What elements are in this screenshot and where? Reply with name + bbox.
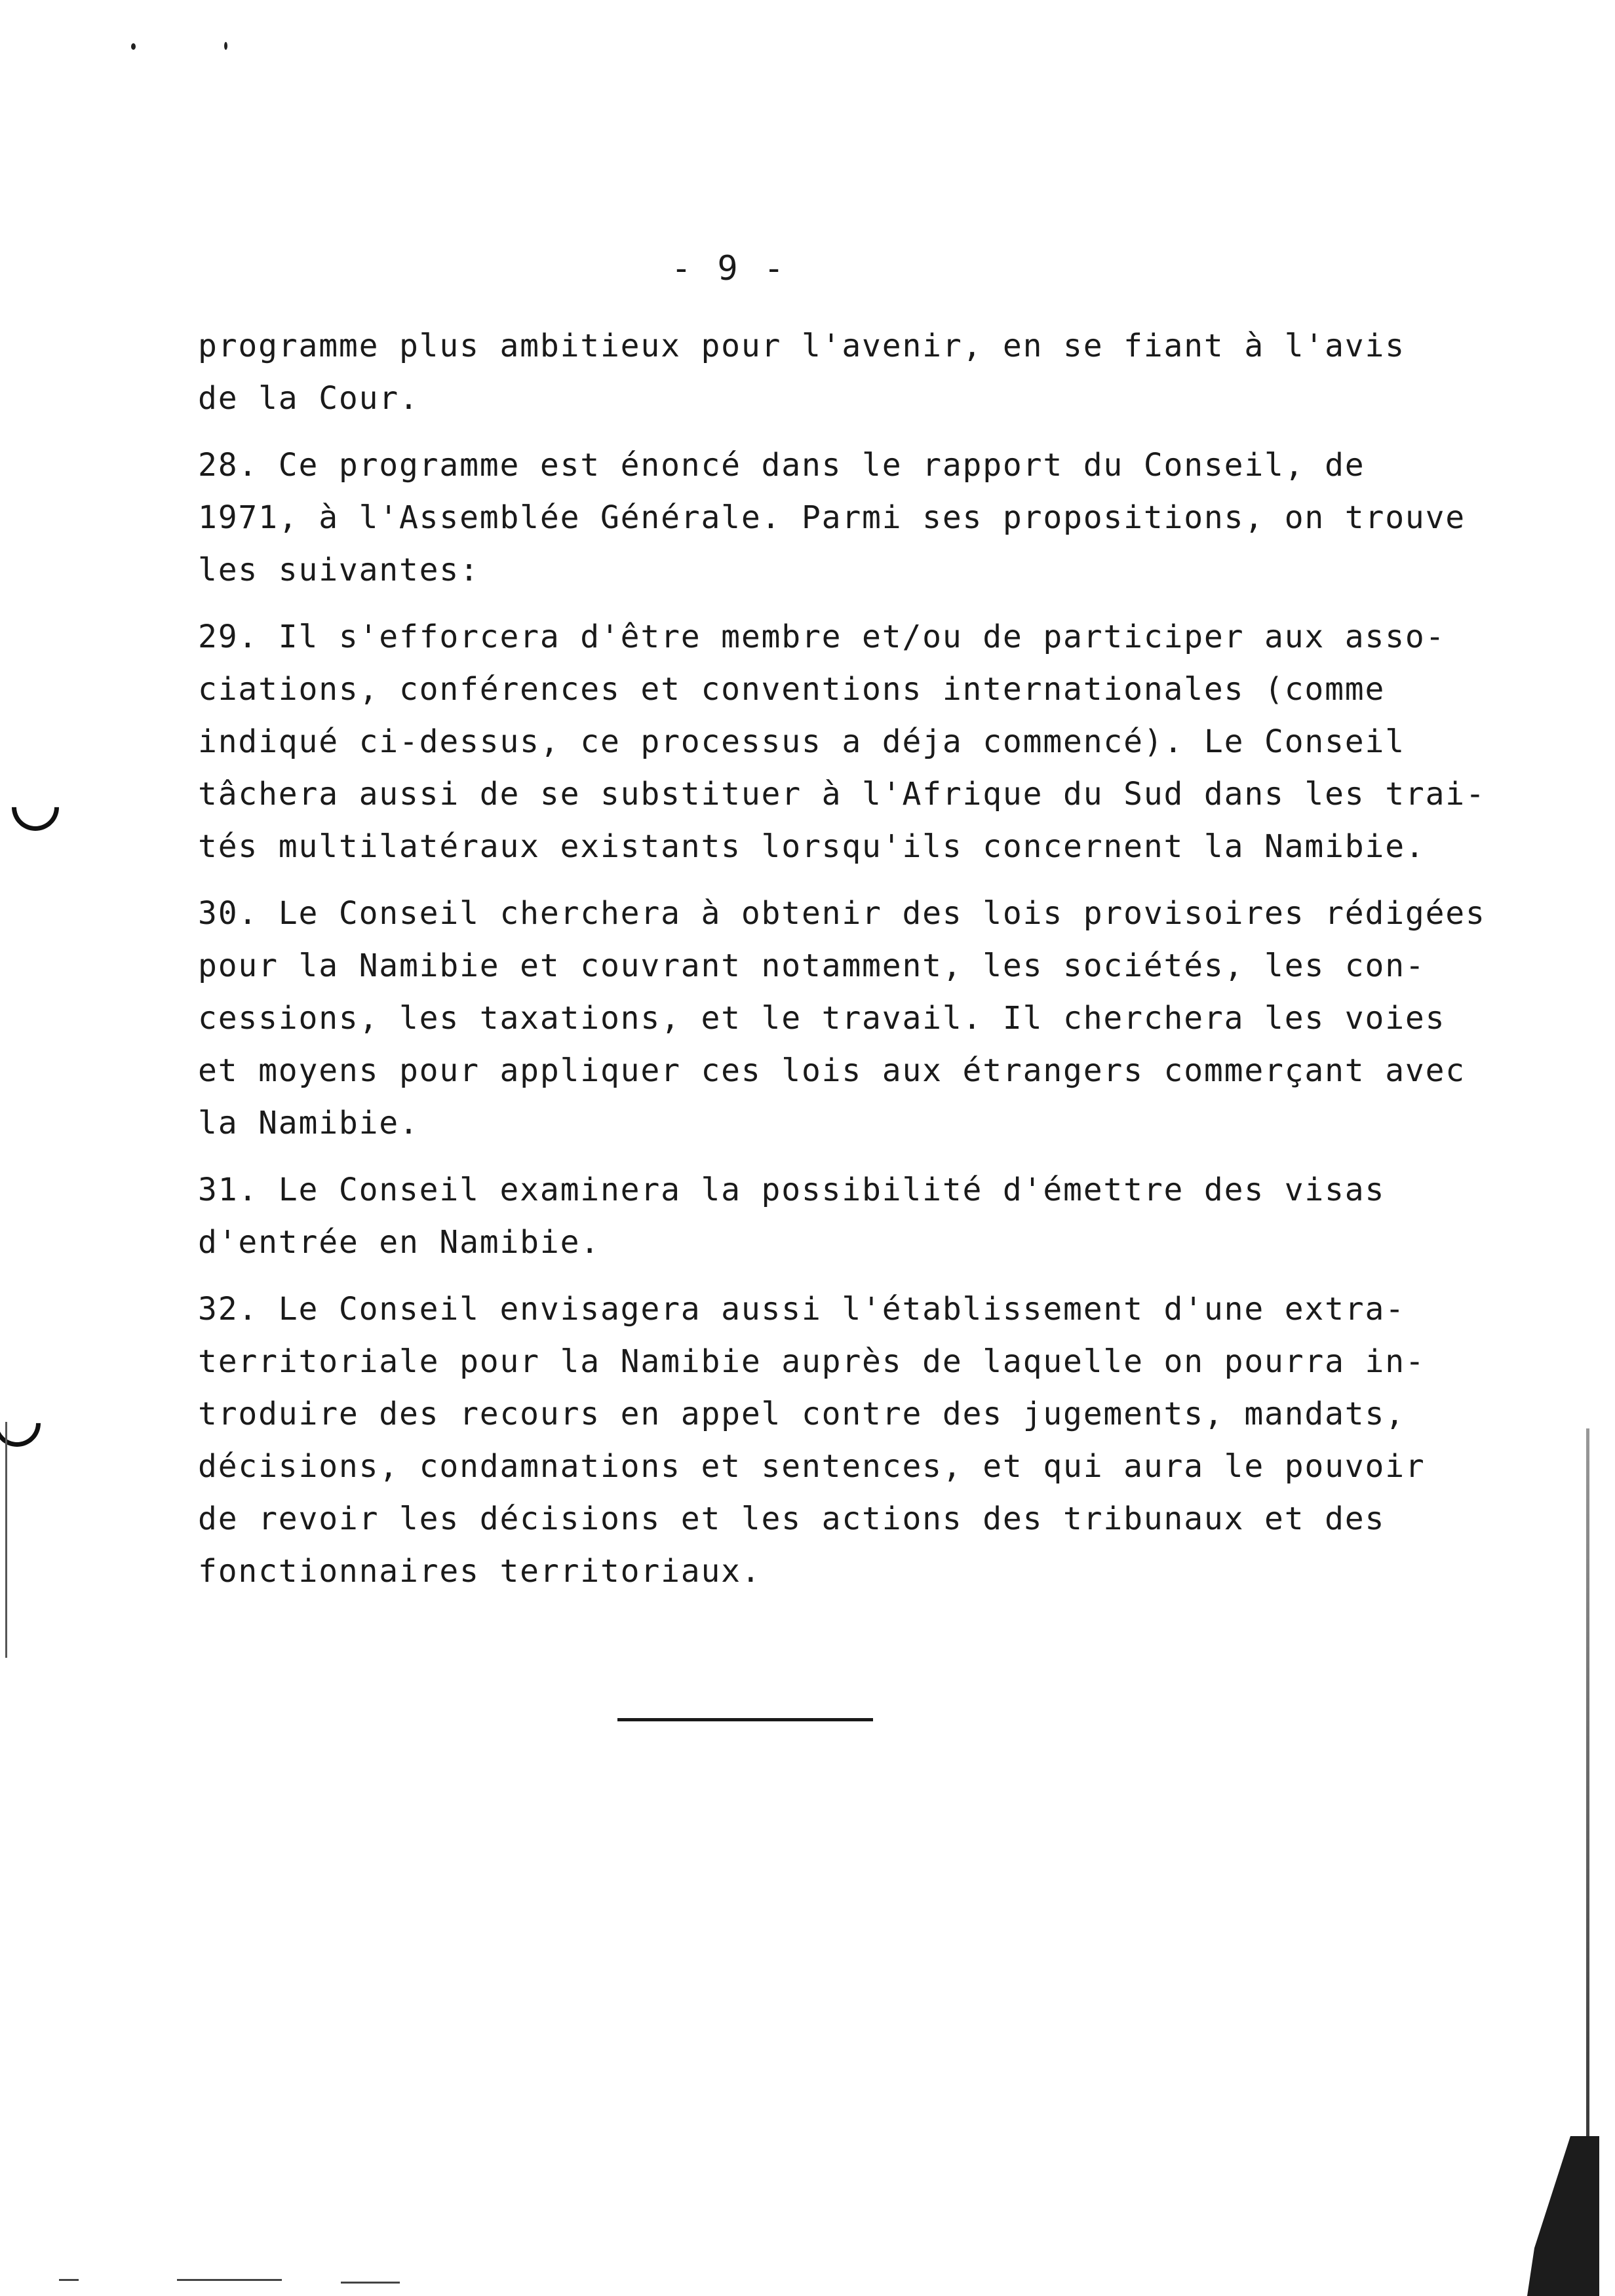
text-line: pour la Namibie et couvrant notamment, les sociétés, les con- — [198, 947, 1426, 984]
text-line: 29. Il s'efforcera d'être membre et/ou de participer aux asso- — [198, 619, 1446, 655]
paragraph-29 — [198, 611, 1486, 873]
page-number: - 9 - — [671, 249, 787, 288]
scan-bottom-mark — [341, 2282, 400, 2284]
punch-hole-mark — [2, 774, 69, 841]
paragraph-continuation — [198, 320, 1469, 425]
text-line: ciations, conférences et conventions internationales (comme — [198, 671, 1386, 708]
text-line: 1971, à l'Assemblée Générale. Parmi ses propositions, on trouve — [198, 499, 1466, 536]
text-line: 31. Le Conseil examinera la possibilité d'émettre des visas — [198, 1172, 1386, 1208]
text-line: tâchera aussi de se substituer à l'Afrique du Sud dans les trai- — [198, 776, 1486, 813]
scan-speck — [224, 42, 227, 50]
text-line: tés multilatéraux existants lorsqu'ils concernent la Namibie. — [198, 828, 1426, 865]
scan-edge-line — [5, 1422, 7, 1658]
text-line: programme plus ambitieux pour l'avenir, en se fiant à l'avis — [198, 328, 1405, 364]
text-line: de revoir les décisions et les actions des tribunaux et des — [198, 1501, 1386, 1537]
scan-bottom-mark — [177, 2279, 282, 2281]
paragraph-30 — [198, 887, 1486, 1149]
scan-corner-shadow — [1527, 2136, 1599, 2296]
text-line: 30. Le Conseil cherchera à obtenir des lois provisoires rédigées — [198, 895, 1486, 932]
paragraph-31 — [198, 1164, 1469, 1269]
text-line: cessions, les taxations, et le travail. Il cherchera les voies — [198, 1000, 1446, 1037]
text-line: fonctionnaires territoriaux. — [198, 1553, 762, 1590]
text-line: la Namibie. — [198, 1105, 419, 1141]
text-line: indiqué ci-dessus, ce processus a déja commencé). Le Conseil — [198, 723, 1405, 760]
text-line: d'entrée en Namibie. — [198, 1224, 600, 1261]
end-of-text-rule — [617, 1718, 873, 1721]
text-line: les suivantes: — [198, 552, 480, 588]
paragraph-28 — [198, 439, 1469, 596]
scan-edge-line — [1586, 1428, 1589, 2182]
text-line: 28. Ce programme est énoncé dans le rapport du Conseil, de — [198, 447, 1365, 484]
scan-bottom-mark — [59, 2279, 79, 2281]
punch-hole-mark — [0, 1390, 50, 1457]
scan-speck — [131, 43, 136, 50]
text-line: troduire des recours en appel contre des jugements, mandats, — [198, 1396, 1405, 1432]
text-line: 32. Le Conseil envisagera aussi l'établissement d'une extra- — [198, 1291, 1405, 1328]
text-line: de la Cour. — [198, 380, 419, 417]
text-line: territoriale pour la Namibie auprès de laquelle on pourra in- — [198, 1343, 1426, 1380]
text-line: décisions, condamnations et sentences, et qui aura le pouvoir — [198, 1448, 1426, 1485]
paragraph-32 — [198, 1283, 1469, 1598]
text-line: et moyens pour appliquer ces lois aux étrangers commerçant avec — [198, 1052, 1466, 1089]
document-body — [198, 320, 1486, 1612]
